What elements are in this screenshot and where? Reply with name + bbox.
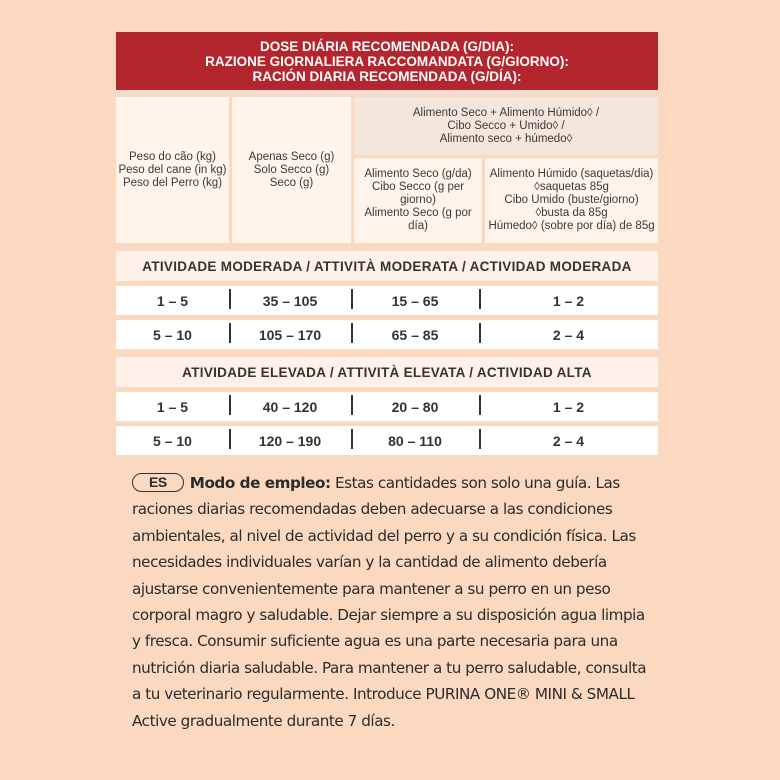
usage-instructions	[132, 470, 652, 734]
table-header	[116, 32, 658, 90]
cell-dry: 35 – 105	[229, 293, 351, 309]
col-mix-dry-es: Alimento Seco (g por día)	[364, 207, 472, 232]
col-mix-wet	[485, 158, 658, 243]
header-line-es: RACIÓN DIARIA RECOMENDADA (G/DÍA):	[252, 69, 522, 84]
col-mix-wet-pt-note: ◊saquetas 85g	[534, 181, 609, 193]
cell-mix-wet: 1 – 2	[479, 293, 658, 309]
header-line-pt: DOSE DIÁRIA RECOMENDADA (G/DIA):	[260, 39, 514, 54]
col-mix-title	[354, 97, 658, 155]
table-row	[116, 426, 658, 455]
col-mix-es: Alimento seco + húmedo◊	[439, 132, 573, 145]
header-divider	[116, 90, 658, 95]
header-line-it: RAZIONE GIORNALIERA RACCOMANDATA (G/GIORNO):	[205, 54, 569, 69]
cell-dry: 40 – 120	[229, 399, 351, 415]
cell-mix-wet: 2 – 4	[479, 327, 658, 343]
col-mix-wet-it: Cibo Umido (buste/giorno)	[504, 194, 639, 206]
table-row	[116, 286, 658, 315]
col-mix-wet-es: Húmedo◊ (sobre por día) de 85g	[488, 220, 655, 232]
language-badge: ES	[132, 473, 184, 492]
cell-mix-wet: 1 – 2	[479, 399, 658, 415]
col-mix-dry-pt: Alimento Seco (g/da)	[364, 168, 472, 180]
col-dry-pt: Apenas Seco (g)	[248, 150, 335, 163]
cell-weight: 5 – 10	[153, 432, 192, 449]
cell-mix-dry: 15 – 65	[351, 293, 479, 309]
col-mix-it: Cibo Secco + Umido◊ /	[447, 119, 565, 132]
section-moderate-title: ATIVIDADE MODERADA / ATTIVITÀ MODERATA / ACTIVIDAD MODERADA	[116, 251, 658, 281]
col-weight-pt: Peso do cão (kg)	[129, 150, 216, 163]
col-weight	[116, 97, 229, 243]
cell-weight: 1 – 5	[156, 398, 189, 415]
usage-heading: Modo de empleo:	[189, 474, 331, 492]
col-dry-es: Seco (g)	[269, 176, 314, 189]
cell-mix-dry: 20 – 80	[351, 399, 479, 415]
col-mix-wet-pt: Alimento Húmido (saquetas/dia)	[489, 168, 654, 180]
cell-dry: 120 – 190	[229, 433, 351, 449]
cell-mix-wet: 2 – 4	[479, 433, 658, 449]
cell-mix-dry: 80 – 110	[351, 433, 479, 449]
col-mix-wet-it-note: ◊busta da 85g	[535, 207, 608, 219]
table-row	[116, 320, 658, 349]
cell-dry: 105 – 170	[229, 327, 351, 343]
col-mix-pt: Alimento Seco + Alimento Húmido◊ /	[412, 106, 600, 119]
cell-mix-dry: 65 – 85	[351, 327, 479, 343]
col-weight-it: Peso del cane (in kg)	[118, 163, 227, 176]
col-mix-group	[354, 97, 658, 243]
col-mix-dry	[354, 158, 482, 243]
usage-text: Estas cantidades son solo una guía. Las raciones diarias recomendadas deben adecuarse a las condiciones ambientales, al nivel de actividad del perro y a su condición física. Las necesidades individuales varían y la cantidad de alimento debería ajustarse convenientemente para mantener a su perro en un peso corporal magro y saludable. Dejar siempre a su disposición agua limpia y fresca. Consumir suficiente agua es una parte necesaria para una nutrición diaria saludable. Para mantener a tu perro saludable, consulta a tu veterinario regularmente. Introduce PURINA ONE® MINI & SMALL Active gradualmente durante 7 días.	[132, 474, 647, 730]
col-mix-sub	[354, 158, 658, 243]
col-mix-dry-it: Cibo Secco (g per giorno)	[372, 181, 465, 206]
table-row	[116, 392, 658, 421]
col-dry-it: Solo Secco (g)	[253, 163, 330, 176]
section-high-title: ATIVIDADE ELEVADA / ATTIVITÀ ELEVATA / ACTIVIDAD ALTA	[116, 357, 658, 387]
feeding-table	[116, 32, 658, 455]
col-dry-only	[232, 97, 351, 243]
column-headers	[116, 97, 658, 243]
col-weight-es: Peso del Perro (kg)	[122, 176, 223, 189]
cell-weight: 5 – 10	[153, 326, 192, 343]
cell-weight: 1 – 5	[156, 292, 189, 309]
